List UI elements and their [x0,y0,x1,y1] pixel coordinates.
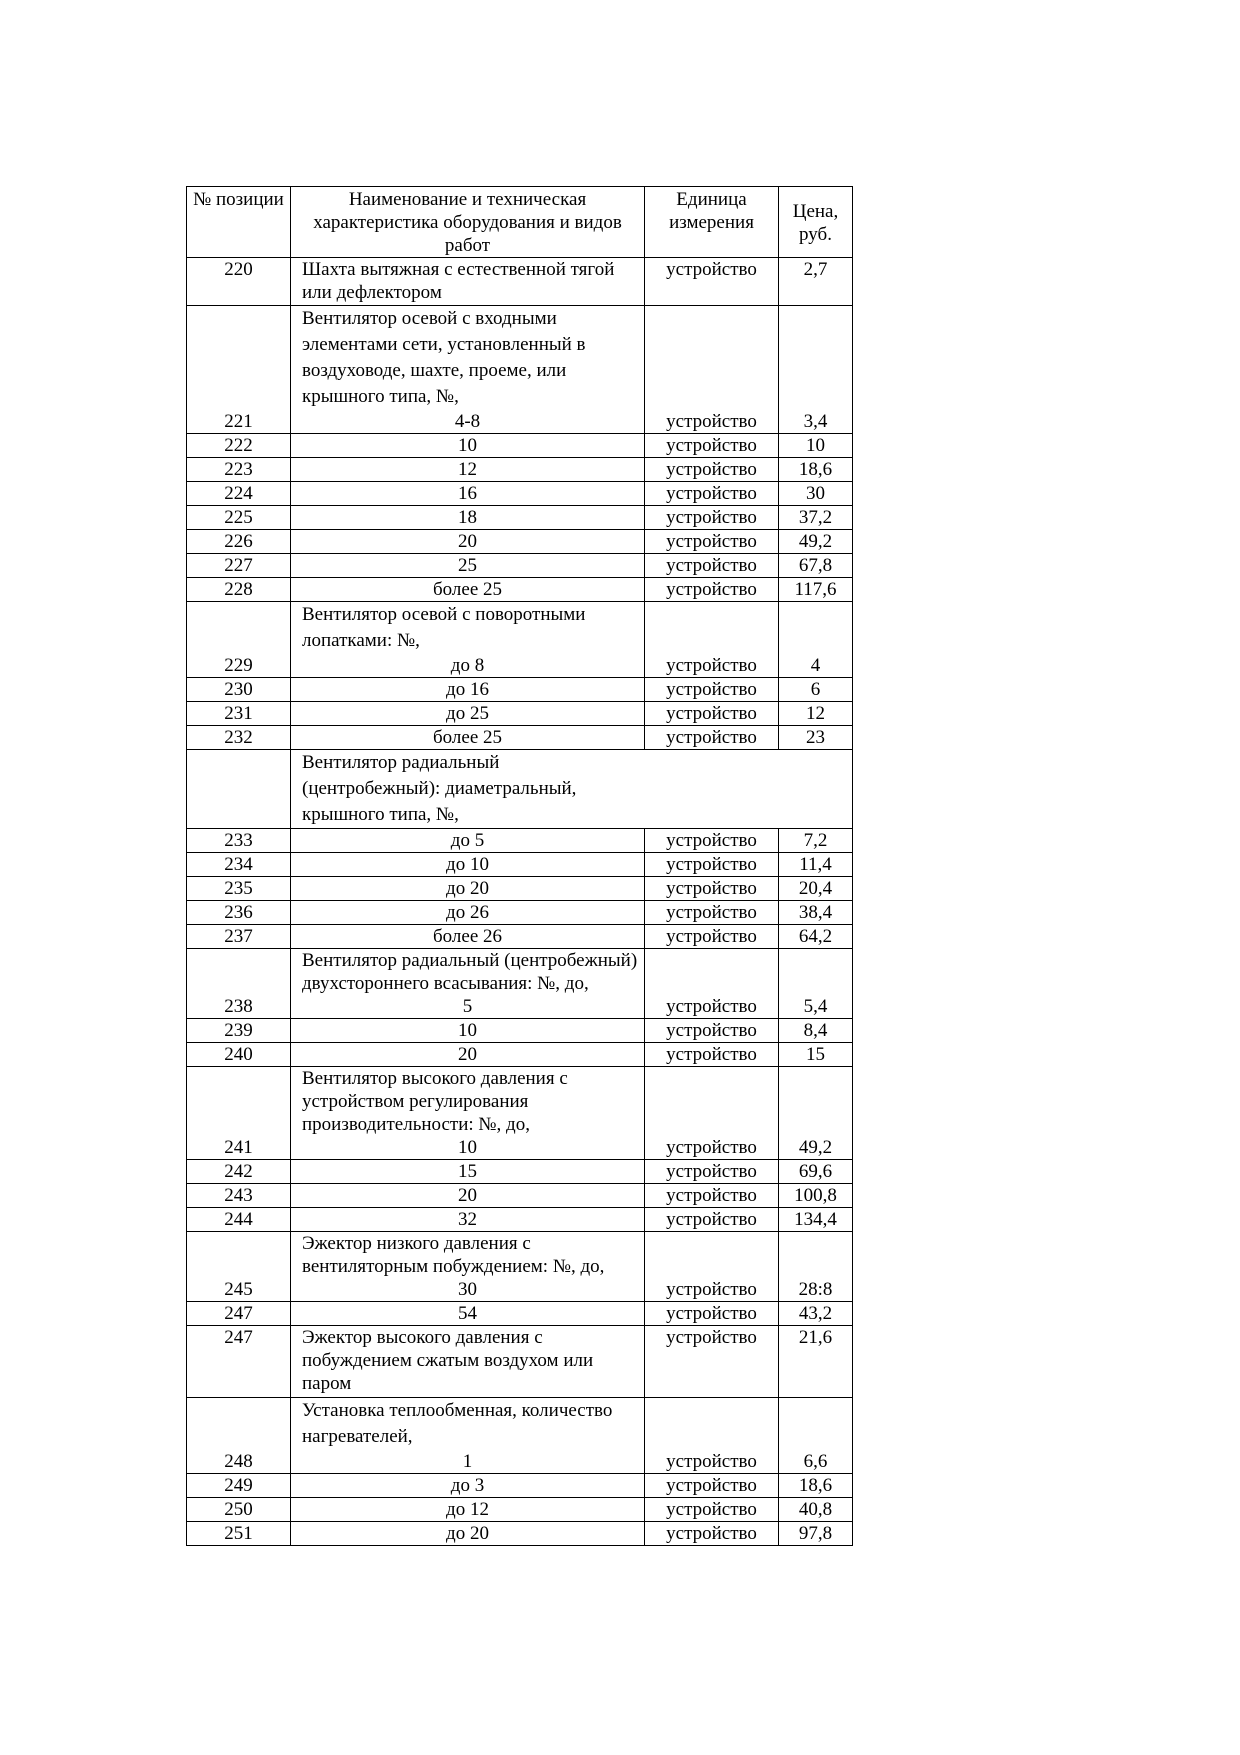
name-cell [291,829,645,853]
group-intro: Вентилятор осевой с входными элементами сети, установленный в воздуховоде, шахте, проеме, или крышного типа, №, [302,308,586,407]
table-row [187,1160,853,1184]
price-cell: 4 [779,602,853,678]
position-cell: 248 [187,1398,291,1474]
name-cell [291,258,645,306]
unit-cell: устройство [645,1232,779,1302]
name-text: 30 [458,1279,477,1300]
unit-cell: устройство [645,702,779,726]
table-row [187,530,853,554]
unit-cell: устройство [645,853,779,877]
unit-cell: устройство [645,506,779,530]
name-text: Шахта вытяжная с естественной тягой или дефлектором [302,259,615,303]
group-intro: Вентилятор высокого давления с устройством регулирования производительности: №, до, [302,1068,568,1135]
unit-cell: устройство [645,1019,779,1043]
price-cell: 100,8 [779,1184,853,1208]
name-cell [291,1498,645,1522]
table-row [187,829,853,853]
name-text: 1 [462,1451,473,1472]
name-cell [291,1019,645,1043]
table-row [187,877,853,901]
table-row [187,1208,853,1232]
price-cell: 37,2 [779,506,853,530]
price-cell: 11,4 [779,853,853,877]
price-cell: 6,6 [779,1398,853,1474]
header-price: Цена, руб. [779,187,853,258]
name-cell [291,506,645,530]
table-row [187,306,853,434]
unit-cell: устройство [645,554,779,578]
name-cell [291,877,645,901]
name-text: до 20 [446,1523,489,1544]
price-table [186,186,853,1546]
price-cell: 67,8 [779,554,853,578]
table-row [187,1522,853,1546]
unit-cell: устройство [645,458,779,482]
position-cell: 226 [187,530,291,554]
name-text: 20 [458,1185,477,1206]
unit-cell: устройство [645,877,779,901]
group-intro: Вентилятор осевой с поворотными лопатками: №, [302,604,586,651]
table-row [187,1019,853,1043]
name-text: Эжектор высокого давления с побуждением сжатым воздухом или паром [302,1327,594,1394]
unit-cell: устройство [645,901,779,925]
name-text: более 26 [432,926,502,947]
position-cell: 230 [187,678,291,702]
unit-cell: устройство [645,1067,779,1160]
position-cell: 224 [187,482,291,506]
position-cell: 237 [187,925,291,949]
unit-cell: устройство [645,530,779,554]
price-cell: 3,4 [779,306,853,434]
name-text: 12 [458,459,477,480]
name-text: 20 [458,1044,477,1065]
name-text: 10 [458,1137,477,1158]
price-cell: 12 [779,702,853,726]
price-cell: 49,2 [779,530,853,554]
section-heading [291,750,853,829]
unit-cell: устройство [645,949,779,1019]
name-text: более 25 [432,727,502,748]
price-cell: 7,2 [779,829,853,853]
position-cell: 244 [187,1208,291,1232]
name-text: 5 [462,996,473,1017]
name-cell [291,602,645,678]
price-cell: 21,6 [779,1326,853,1398]
name-cell [291,1326,645,1398]
position-cell: 241 [187,1067,291,1160]
name-text: 10 [458,435,477,456]
name-cell [291,1302,645,1326]
unit-cell: устройство [645,602,779,678]
unit-cell: устройство [645,578,779,602]
name-cell [291,1232,645,1302]
name-text: до 16 [446,679,489,700]
name-cell [291,1043,645,1067]
name-cell [291,1208,645,1232]
name-cell [291,1067,645,1160]
section-heading-text: Вентилятор радиальный (центробежный): диаметральный, крышного типа, №, [302,752,577,825]
section-position [187,750,291,829]
position-cell: 249 [187,1474,291,1498]
unit-cell: устройство [645,925,779,949]
table-row [187,1232,853,1302]
position-cell: 245 [187,1232,291,1302]
unit-cell: устройство [645,1522,779,1546]
position-cell: 247 [187,1326,291,1398]
table-row [187,702,853,726]
position-cell: 247 [187,1302,291,1326]
price-cell: 18,6 [779,1474,853,1498]
header-name: Наименование и техническая характеристика оборудования и видов работ [291,187,645,258]
position-cell: 229 [187,602,291,678]
table-row [187,258,853,306]
group-intro: Эжектор низкого давления с вентиляторным побуждением: №, до, [302,1233,605,1277]
group-intro: Вентилятор радиальный (центробежный) двухстороннего всасывания: №, до, [302,950,638,994]
header-position: № позиции [187,187,291,258]
table-row [187,1067,853,1160]
unit-cell: устройство [645,1160,779,1184]
position-cell: 250 [187,1498,291,1522]
unit-cell: устройство [645,306,779,434]
name-text: до 26 [446,902,489,923]
name-cell [291,853,645,877]
table-row [187,949,853,1019]
name-text: 18 [458,507,477,528]
name-cell [291,458,645,482]
position-cell: 235 [187,877,291,901]
table-row [187,554,853,578]
position-cell: 223 [187,458,291,482]
unit-cell: устройство [645,1326,779,1398]
name-text: до 3 [450,1475,485,1496]
position-cell: 228 [187,578,291,602]
price-cell: 38,4 [779,901,853,925]
name-cell [291,949,645,1019]
price-cell: 10 [779,434,853,458]
table-row [187,678,853,702]
position-cell: 232 [187,726,291,750]
unit-cell: устройство [645,1208,779,1232]
table-row [187,506,853,530]
position-cell: 251 [187,1522,291,1546]
name-cell [291,1474,645,1498]
table-row [187,1474,853,1498]
position-cell: 243 [187,1184,291,1208]
price-cell: 8,4 [779,1019,853,1043]
name-cell [291,530,645,554]
unit-cell: устройство [645,1302,779,1326]
name-text: до 25 [446,703,489,724]
price-cell: 134,4 [779,1208,853,1232]
price-cell: 28:8 [779,1232,853,1302]
name-cell [291,1398,645,1474]
name-text: до 8 [450,655,485,676]
name-text: до 12 [446,1499,489,1520]
price-cell: 5,4 [779,949,853,1019]
name-text: 15 [458,1161,477,1182]
table-row [187,726,853,750]
table-row [187,853,853,877]
group-intro: Установка теплообменная, количество нагревателей, [302,1400,613,1447]
position-cell: 220 [187,258,291,306]
table-row [187,1326,853,1398]
table-row [187,458,853,482]
price-cell: 20,4 [779,877,853,901]
unit-cell: устройство [645,1398,779,1474]
table-row [187,925,853,949]
position-cell: 225 [187,506,291,530]
name-text: 10 [458,1020,477,1041]
position-cell: 239 [187,1019,291,1043]
price-cell: 117,6 [779,578,853,602]
price-cell: 49,2 [779,1067,853,1160]
position-cell: 236 [187,901,291,925]
name-text: 54 [458,1303,477,1324]
name-cell [291,901,645,925]
name-cell [291,554,645,578]
name-text: 32 [458,1209,477,1230]
name-cell [291,726,645,750]
position-cell: 242 [187,1160,291,1184]
table-row [187,602,853,678]
unit-cell: устройство [645,726,779,750]
position-cell: 238 [187,949,291,1019]
price-cell: 18,6 [779,458,853,482]
unit-cell: устройство [645,482,779,506]
table-row [187,1498,853,1522]
name-text: 25 [458,555,477,576]
name-cell [291,434,645,458]
name-cell [291,678,645,702]
position-cell: 231 [187,702,291,726]
unit-cell: устройство [645,1184,779,1208]
name-text: до 20 [446,878,489,899]
position-cell: 227 [187,554,291,578]
table-row [187,1184,853,1208]
table-row [187,578,853,602]
unit-cell: устройство [645,678,779,702]
unit-cell: устройство [645,434,779,458]
unit-cell: устройство [645,258,779,306]
price-cell: 2,7 [779,258,853,306]
unit-cell: устройство [645,829,779,853]
price-cell: 6 [779,678,853,702]
name-cell [291,925,645,949]
name-text: 16 [458,483,477,504]
price-cell: 15 [779,1043,853,1067]
name-cell [291,1160,645,1184]
table-row [187,482,853,506]
name-cell [291,1522,645,1546]
price-cell: 30 [779,482,853,506]
name-text: до 10 [446,854,489,875]
price-cell: 69,6 [779,1160,853,1184]
position-cell: 222 [187,434,291,458]
position-cell: 233 [187,829,291,853]
position-cell: 221 [187,306,291,434]
name-text: более 25 [432,579,502,600]
name-text: 20 [458,531,477,552]
unit-cell: устройство [645,1474,779,1498]
unit-cell: устройство [645,1498,779,1522]
price-cell: 64,2 [779,925,853,949]
name-cell [291,578,645,602]
name-cell [291,1184,645,1208]
header-row [187,187,853,258]
name-text: 4-8 [454,411,481,432]
table-row [187,901,853,925]
name-cell [291,482,645,506]
section-row [187,750,853,829]
price-cell: 97,8 [779,1522,853,1546]
unit-cell: устройство [645,1043,779,1067]
position-cell: 234 [187,853,291,877]
price-cell: 40,8 [779,1498,853,1522]
table-row [187,1302,853,1326]
name-cell [291,306,645,434]
position-cell: 240 [187,1043,291,1067]
table-row [187,1398,853,1474]
name-text: до 5 [450,830,485,851]
header-unit: Единица измерения [645,187,779,258]
price-cell: 43,2 [779,1302,853,1326]
table-row [187,1043,853,1067]
table-row [187,434,853,458]
price-cell: 23 [779,726,853,750]
name-cell [291,702,645,726]
